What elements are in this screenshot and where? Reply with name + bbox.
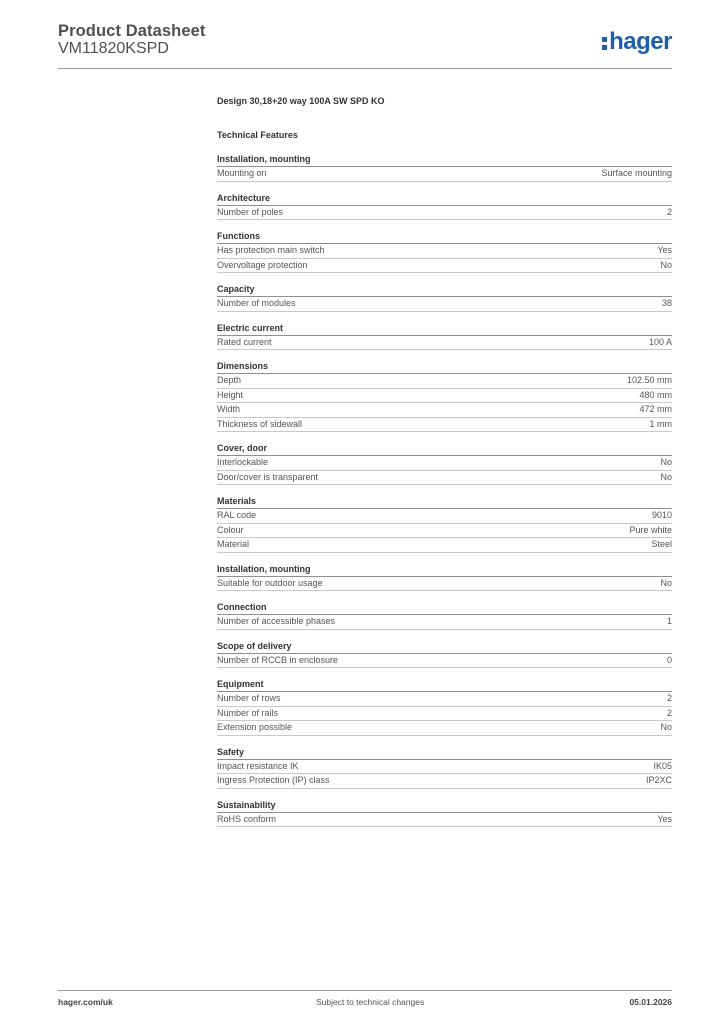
feature-value: 38 xyxy=(661,298,672,308)
feature-section xyxy=(217,360,672,432)
feature-row xyxy=(217,206,672,221)
feature-row xyxy=(217,259,672,274)
feature-label: RoHS conform xyxy=(217,813,277,824)
section-title: Electric current xyxy=(217,322,672,336)
feature-row xyxy=(217,403,672,418)
section-title: Scope of delivery xyxy=(217,640,672,654)
section-title: Architecture xyxy=(217,192,672,206)
feature-section xyxy=(217,153,672,182)
feature-value: Pure white xyxy=(629,524,672,535)
feature-value: Yes xyxy=(657,245,672,255)
feature-label: Overvoltage protection xyxy=(217,259,308,270)
hager-logo xyxy=(602,28,672,56)
section-title: Cover, door xyxy=(217,442,672,456)
feature-label: Rated current xyxy=(217,336,272,347)
section-title: Installation, mounting xyxy=(217,563,672,577)
section-title: Dimensions xyxy=(217,360,672,374)
feature-value: Surface mounting xyxy=(601,168,672,178)
feature-row xyxy=(217,167,672,182)
feature-row xyxy=(217,336,672,351)
feature-row xyxy=(217,760,672,775)
page-header xyxy=(58,20,672,70)
feature-section xyxy=(217,192,672,221)
feature-value: 2 xyxy=(666,707,672,718)
feature-section xyxy=(217,799,672,828)
feature-row xyxy=(217,524,672,539)
feature-label: Depth xyxy=(217,375,242,385)
technical-features-heading: Technical Features xyxy=(217,130,298,140)
page-footer xyxy=(58,997,672,1011)
feature-label: Thickness of sidewall xyxy=(217,418,303,429)
feature-row xyxy=(217,418,672,433)
feature-label: Extension possible xyxy=(217,722,293,732)
feature-row xyxy=(217,471,672,486)
footer-disclaimer: Subject to technical changes xyxy=(316,997,425,1007)
feature-label: Ingress Protection (IP) class xyxy=(217,775,330,785)
feature-section xyxy=(217,678,672,736)
feature-value: No xyxy=(660,471,672,482)
section-title: Equipment xyxy=(217,678,672,692)
feature-label: Height xyxy=(217,389,244,400)
feature-row xyxy=(217,577,672,592)
feature-value: No xyxy=(660,722,672,732)
feature-section xyxy=(217,746,672,789)
feature-row xyxy=(217,721,672,736)
feature-section xyxy=(217,230,672,273)
feature-value: 100 A xyxy=(648,336,672,347)
feature-value: 472 mm xyxy=(639,404,672,414)
feature-label: Number of poles xyxy=(217,206,284,217)
section-title: Connection xyxy=(217,601,672,615)
document-title: Product Datasheet xyxy=(58,22,206,40)
footer-date: 05.01.2026 xyxy=(629,997,672,1007)
feature-value: Yes xyxy=(657,813,672,824)
feature-row xyxy=(217,615,672,630)
product-code: VM11820KSPD xyxy=(58,40,169,57)
feature-row xyxy=(217,692,672,707)
feature-value: No xyxy=(660,457,672,467)
feature-value: 480 mm xyxy=(639,389,672,400)
feature-label: Number of accessible phases xyxy=(217,616,336,626)
section-title: Capacity xyxy=(217,283,672,297)
feature-value: 2 xyxy=(666,206,672,217)
feature-label: Door/cover is transparent xyxy=(217,471,319,482)
feature-row xyxy=(217,297,672,312)
feature-value: 2 xyxy=(666,693,672,703)
feature-row xyxy=(217,538,672,553)
feature-label: Has protection main switch xyxy=(217,245,325,255)
header-divider xyxy=(58,68,672,69)
datasheet-content xyxy=(217,94,672,827)
feature-value: 102.50 mm xyxy=(626,375,672,385)
feature-section xyxy=(217,640,672,669)
section-title: Functions xyxy=(217,230,672,244)
feature-section xyxy=(217,601,672,630)
feature-label: Colour xyxy=(217,524,244,535)
feature-label: Interlockable xyxy=(217,457,269,467)
feature-row xyxy=(217,389,672,404)
feature-label: Material xyxy=(217,539,250,549)
feature-row xyxy=(217,707,672,722)
feature-value: 1 mm xyxy=(649,418,672,429)
feature-value: 1 xyxy=(666,616,672,626)
feature-row xyxy=(217,813,672,828)
section-title: Sustainability xyxy=(217,799,672,813)
feature-sections xyxy=(217,153,672,827)
section-title: Installation, mounting xyxy=(217,153,672,167)
feature-section xyxy=(217,442,672,485)
feature-label: Number of rows xyxy=(217,693,281,703)
feature-value: No xyxy=(660,577,672,588)
feature-section xyxy=(217,322,672,351)
feature-value: No xyxy=(660,259,672,270)
feature-value: IK05 xyxy=(653,760,672,771)
feature-section xyxy=(217,283,672,312)
feature-label: Suitable for outdoor usage xyxy=(217,577,323,588)
feature-value: IP2XC xyxy=(645,775,672,785)
feature-row xyxy=(217,654,672,669)
feature-label: RAL code xyxy=(217,510,257,520)
section-title: Safety xyxy=(217,746,672,760)
feature-section xyxy=(217,495,672,553)
feature-label: Number of rails xyxy=(217,707,279,718)
feature-section xyxy=(217,563,672,592)
footer-website: hager.com/uk xyxy=(58,997,113,1007)
feature-label: Number of modules xyxy=(217,298,296,308)
logo-colon-icon xyxy=(602,34,607,50)
product-name: Design 30,18+20 way 100A SW SPD KO xyxy=(217,96,385,106)
feature-label: Mounting on xyxy=(217,168,267,178)
feature-row xyxy=(217,509,672,524)
feature-value: 9010 xyxy=(651,510,672,520)
feature-row xyxy=(217,374,672,389)
feature-label: Number of RCCB in enclosure xyxy=(217,654,339,665)
logo-text: hager xyxy=(609,28,672,55)
feature-row xyxy=(217,456,672,471)
feature-row xyxy=(217,774,672,789)
section-title: Materials xyxy=(217,495,672,509)
feature-value: Steel xyxy=(651,539,672,549)
footer-divider xyxy=(58,990,672,991)
feature-label: Impact resistance IK xyxy=(217,760,299,771)
feature-row xyxy=(217,244,672,259)
feature-value: 0 xyxy=(666,654,672,665)
feature-label: Width xyxy=(217,404,241,414)
